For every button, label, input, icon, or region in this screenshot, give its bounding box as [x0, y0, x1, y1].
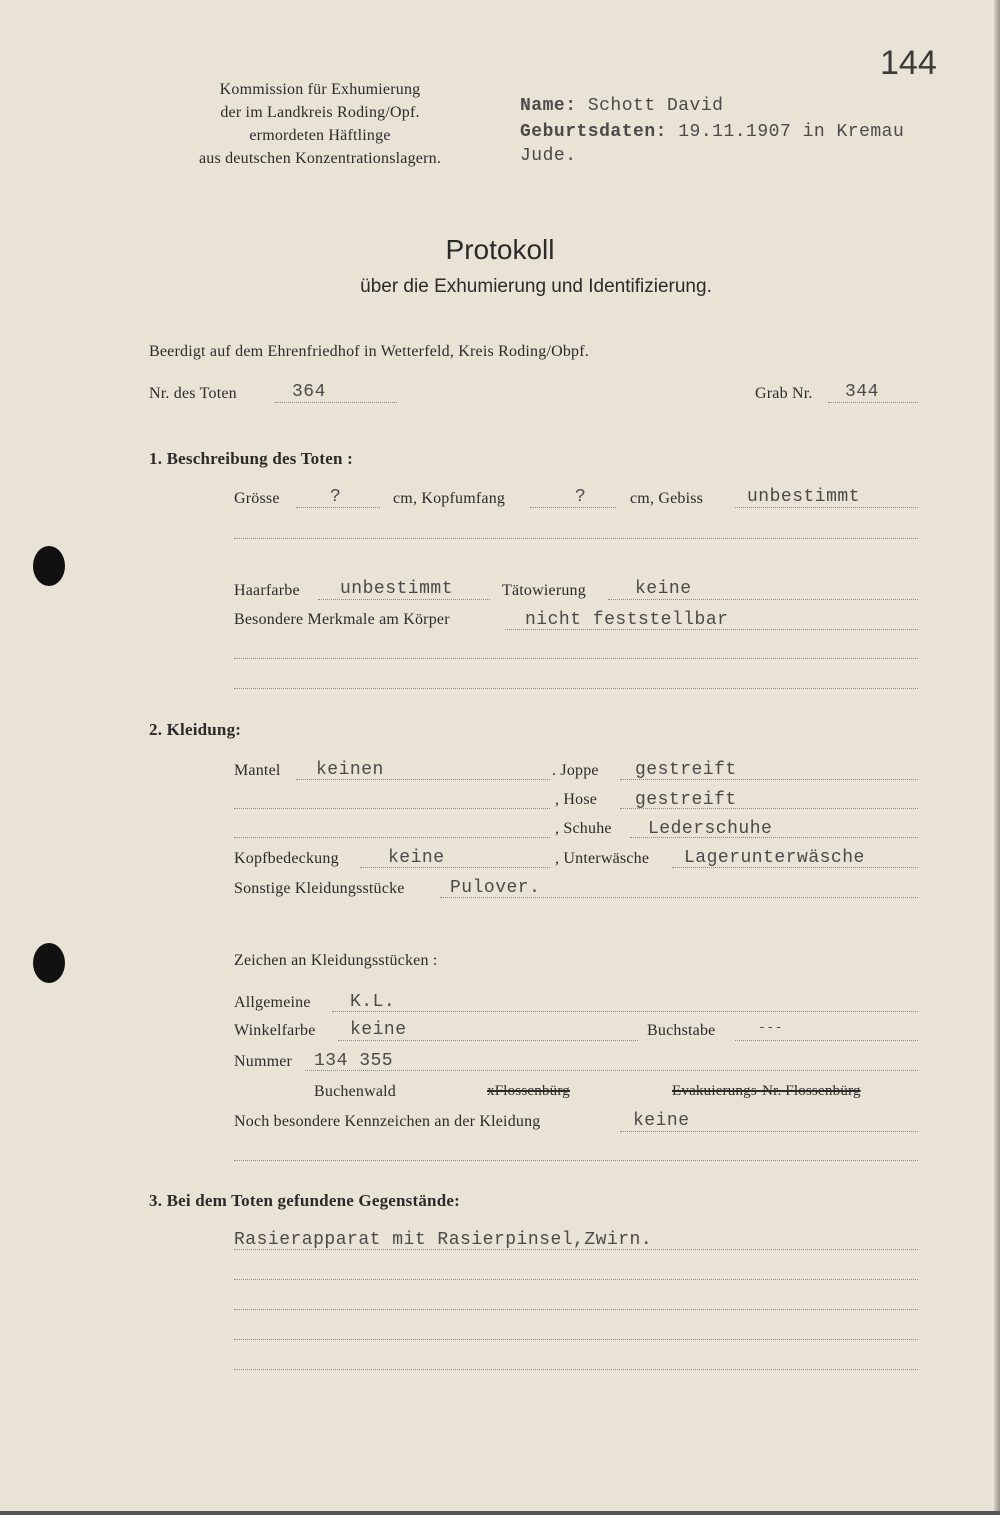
hose-label: , Hose [555, 791, 598, 808]
schuhe-label: , Schuhe [555, 820, 612, 837]
page-bottom-edge [0, 1511, 1000, 1515]
commission-line-1: Kommission für Exhumierung [219, 81, 421, 98]
person-name-line [520, 96, 723, 116]
noch-value: keine [633, 1111, 690, 1131]
joppe-label: . Joppe [552, 762, 599, 779]
joppe-value: gestreift [635, 760, 737, 780]
camp-buchenwald: Buchenwald [314, 1083, 396, 1100]
hose-value: gestreift [635, 790, 737, 810]
evakuierungs-nr-struck: Evakuierungs-Nr. Flossenbürg [672, 1083, 861, 1099]
gegenstaende-value: Rasierapparat mit Rasierpinsel,Zwirn. [234, 1230, 653, 1250]
document-subtitle: über die Exhumierung und Identifizierung. [360, 276, 712, 297]
page-edge [994, 0, 1000, 1515]
buchstabe-label: Buchstabe [647, 1022, 716, 1039]
noch-dotline [620, 1131, 918, 1132]
commission-header [150, 78, 490, 170]
sonstige-value: Pulover. [450, 878, 541, 898]
dead-no-dotline [275, 402, 397, 403]
person-note: Jude. [520, 146, 577, 166]
noch-label: Noch besondere Kennzeichen an der Kleidung [234, 1113, 541, 1130]
taetowierung-label: Tätowierung [502, 582, 586, 599]
kopfumfang-dotline [530, 507, 616, 508]
groesse-value: ? [330, 487, 342, 507]
person-birth-line [520, 122, 904, 142]
commission-line-2: der im Landkreis Roding/Opf. [220, 104, 420, 121]
schuhe-value: Lederschuhe [648, 819, 773, 839]
nummer-label: Nummer [234, 1053, 293, 1070]
punch-hole-bottom [33, 943, 65, 983]
unterwaesche-value: Lagerunterwäsche [684, 848, 865, 868]
allgemeine-label: Allgemeine [234, 994, 311, 1011]
empty-line [234, 1369, 918, 1370]
empty-line [234, 688, 918, 689]
birth-label: Geburtsdaten: [520, 122, 667, 142]
dead-no-label: Nr. des Toten [149, 385, 237, 402]
gegenstaende-dotline [234, 1249, 918, 1250]
grave-no-dotline [828, 402, 918, 403]
buchstabe-dotline [735, 1040, 918, 1041]
empty-line [234, 1309, 918, 1310]
empty-line [234, 837, 550, 838]
name-label: Name: [520, 96, 577, 116]
taetowierung-value: keine [635, 579, 692, 599]
camp-flossenbuerg-struck: xFlossenbürg [487, 1083, 570, 1099]
empty-line [234, 1160, 918, 1161]
birth-value: 19.11.1907 in Kremau [678, 122, 905, 142]
gebiss-label: cm, Gebiss [630, 490, 704, 507]
gebiss-dotline [735, 507, 918, 508]
empty-line [234, 538, 918, 539]
nummer-value: 134 355 [314, 1051, 394, 1071]
section2-heading: 2. Kleidung: [149, 720, 242, 739]
groesse-dotline [296, 507, 380, 508]
haarfarbe-value: unbestimmt [340, 579, 454, 599]
sonstige-label: Sonstige Kleidungsstücke [234, 880, 405, 897]
kopfumfang-label: cm, Kopfumfang [393, 490, 506, 507]
kopfumfang-value: ? [575, 487, 587, 507]
mantel-label: Mantel [234, 762, 281, 779]
winkelfarbe-label: Winkelfarbe [234, 1022, 316, 1039]
kopfbedeckung-value: keine [388, 848, 445, 868]
commission-line-3: ermordeten Häftlinge [249, 127, 391, 144]
winkelfarbe-value: keine [350, 1020, 407, 1040]
groesse-label: Grösse [234, 490, 280, 507]
empty-line [234, 1339, 918, 1340]
kopfbedeckung-label: Kopfbedeckung [234, 850, 339, 867]
nummer-dotline [305, 1070, 918, 1071]
mantel-value: keinen [316, 760, 384, 780]
section3-heading: 3. Bei dem Toten gefundene Gegenstände: [149, 1191, 460, 1210]
commission-line-4: aus deutschen Konzentrationslagern. [198, 150, 442, 167]
grave-no-label: Grab Nr. [755, 385, 813, 402]
page-number: 144 [880, 44, 937, 82]
gebiss-value: unbestimmt [747, 487, 861, 507]
haarfarbe-label: Haarfarbe [234, 582, 300, 599]
punch-hole-top [33, 546, 65, 586]
taetowierung-dotline [608, 599, 918, 600]
section1-heading: 1. Beschreibung des Toten : [149, 449, 353, 468]
zeichen-label: Zeichen an Kleidungsstücken : [234, 952, 438, 969]
winkelfarbe-dotline [338, 1040, 638, 1041]
allgemeine-value: K.L. [350, 992, 396, 1012]
allgemeine-dotline [332, 1011, 918, 1012]
document-title: Protokoll [445, 234, 555, 265]
merkmale-label: Besondere Merkmale am Körper [234, 611, 450, 628]
empty-line [234, 1279, 918, 1280]
burial-line: Beerdigt auf dem Ehrenfriedhof in Wetterfeld, Kreis Roding/Obpf. [149, 343, 589, 360]
haarfarbe-dotline [318, 599, 490, 600]
merkmale-value: nicht feststellbar [525, 610, 729, 630]
empty-line [234, 658, 918, 659]
dead-no-value: 364 [292, 382, 326, 402]
buchstabe-value: --- [758, 1020, 783, 1035]
name-value: Schott David [587, 96, 724, 116]
grave-no-value: 344 [845, 382, 879, 402]
unterwaesche-label: , Unterwäsche [555, 850, 650, 867]
empty-line [234, 808, 550, 809]
